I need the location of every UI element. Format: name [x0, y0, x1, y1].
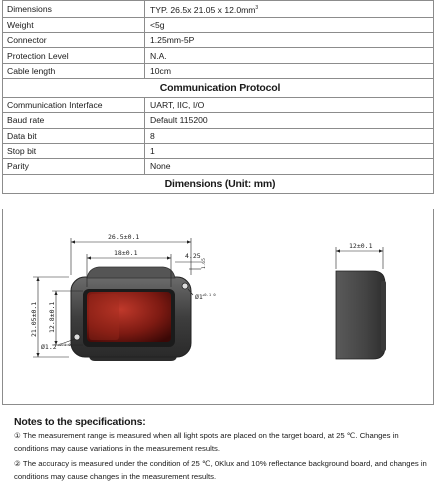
spec-label: Data bit: [3, 128, 145, 143]
spec-row-parity: [3, 159, 434, 174]
spec-value: 10cm: [145, 63, 434, 78]
spec-value: N.A.: [145, 48, 434, 63]
notes-section: [14, 416, 434, 486]
side-view: [336, 271, 386, 359]
spec-row-databit: [3, 128, 434, 143]
dim-offset-top: 4.25: [185, 252, 201, 260]
spec-label: Connector: [3, 33, 145, 48]
dim-hole-top-tol: +0.1 0: [202, 292, 216, 297]
spec-value: 8: [145, 128, 434, 143]
spec-row-connector: [3, 33, 434, 48]
spec-label: Baud rate: [3, 113, 145, 128]
section-header-communication: [3, 79, 434, 98]
spec-row-interface: [3, 98, 434, 113]
spec-row-protection: [3, 48, 434, 63]
note-item: ② The accuracy is measured under the condition of 25 ℃, 0Klux and 10% reflectance background board, and changes in conditions may cause changes in the measurement results.: [14, 459, 427, 481]
dim-height-total: 21.05±0.1: [30, 301, 38, 337]
dim-width-window: 18±0.1: [114, 249, 138, 257]
dim-hole-bottom-tol: +0.1 0: [57, 342, 71, 347]
spec-row-weight: [3, 17, 434, 32]
dim-hole-bottom: Ø1.2: [41, 343, 57, 351]
dim-depth: 12±0.1: [349, 242, 373, 250]
section-title: Communication Protocol: [3, 79, 434, 98]
spec-row-stopbit: [3, 143, 434, 158]
spec-table: [2, 0, 434, 194]
spec-row-baud: [3, 113, 434, 128]
spec-value: None: [145, 159, 434, 174]
section-header-dimensions: [3, 174, 434, 193]
note-item: ① The measurement range is measured when all light spots are placed on the target board, at 25 ℃. Changes in conditions may cause variations in the measurement results.: [14, 431, 399, 453]
spec-label: Stop bit: [3, 143, 145, 158]
dim-width-total: 26.5±0.1: [108, 233, 140, 241]
spec-value: TYP. 26.5x 21.05 x $12.0mm^3$: [145, 1, 434, 18]
spec-label: Weight: [3, 17, 145, 32]
spec-label: Protection Level: [3, 48, 145, 63]
spec-value: 1.25mm-5P: [145, 33, 434, 48]
dimension-drawing: [3, 209, 433, 404]
section-title: Dimensions (Unit: mm): [3, 174, 434, 193]
spec-value: UART, IIC, I/O: [145, 98, 434, 113]
spec-sheet: [0, 0, 442, 194]
front-view: [71, 267, 191, 361]
spec-value: <5g: [145, 17, 434, 32]
spec-label: Dimensions: [3, 1, 145, 18]
dim-small: 1.65: [202, 258, 207, 269]
spec-row-dimensions: [3, 1, 434, 18]
side-dimension-lines: [336, 247, 383, 269]
spec-label: Parity: [3, 159, 145, 174]
spec-label: Cable length: [3, 63, 145, 78]
spec-row-cable: [3, 63, 434, 78]
notes-heading: Notes to the specifications:: [14, 416, 146, 428]
spec-value: 1: [145, 143, 434, 158]
dim-hole-top: Ø1: [195, 293, 203, 301]
dimension-drawing-area: [2, 209, 434, 405]
spec-label: Communication Interface: [3, 98, 145, 113]
spec-value: Default 115200: [145, 113, 434, 128]
dim-height-window: 12.8±0.1: [48, 301, 56, 333]
